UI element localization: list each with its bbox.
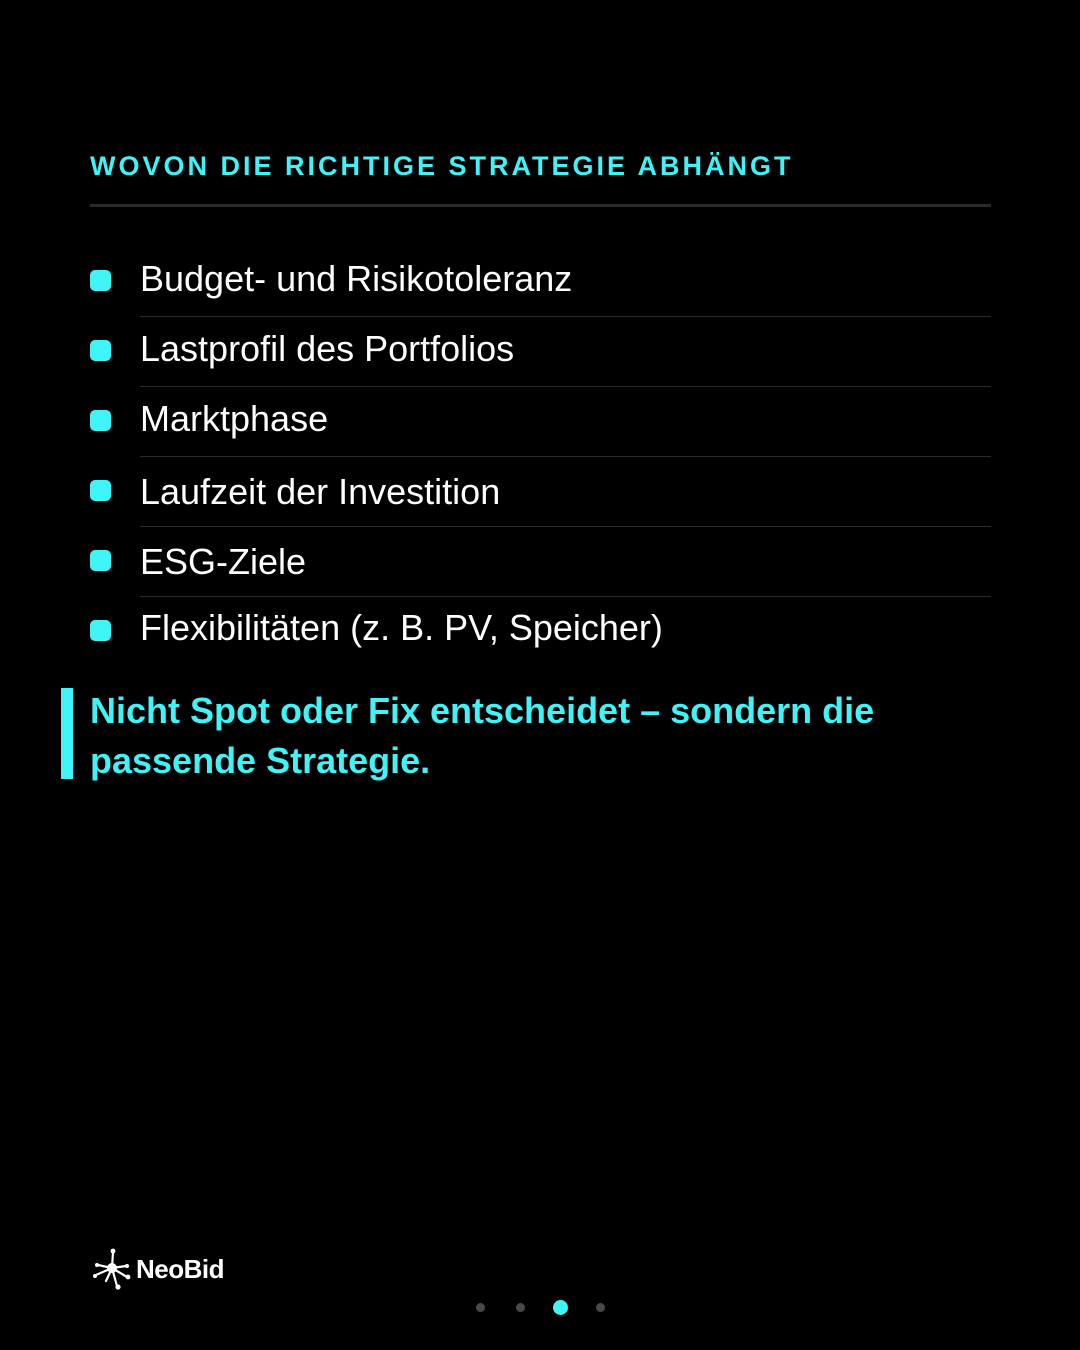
bullet-square-icon xyxy=(90,340,111,361)
list-item xyxy=(90,316,991,386)
list-item xyxy=(90,386,991,456)
page-dot[interactable] xyxy=(476,1303,485,1312)
pagination-dots xyxy=(0,1297,1080,1317)
bullet-square-icon xyxy=(90,410,111,431)
brand-logo xyxy=(92,1246,224,1292)
section-heading: WOVON DIE RICHTIGE STRATEGIE ABHÄNGT xyxy=(90,151,794,181)
page-dot[interactable] xyxy=(516,1303,525,1312)
list-item xyxy=(90,246,991,316)
factor-label: Lastprofil des Portfolios xyxy=(140,328,515,369)
page-dot[interactable] xyxy=(596,1303,605,1312)
list-item xyxy=(90,456,991,526)
list-item xyxy=(90,526,991,596)
factor-label: Budget- und Risikotoleranz xyxy=(140,258,573,299)
bullet-square-icon xyxy=(90,620,111,641)
factor-label: Flexibilitäten (z. B. PV, Speicher) xyxy=(140,607,663,648)
callout-accent-bar xyxy=(61,688,73,779)
factor-label: Laufzeit der Investition xyxy=(140,471,501,512)
brand-name: NeoBid xyxy=(136,1253,224,1284)
factor-label: ESG-Ziele xyxy=(140,541,307,582)
network-node-icon xyxy=(92,1246,132,1292)
bullet-square-icon xyxy=(90,270,111,291)
list-item xyxy=(90,596,991,666)
heading-divider xyxy=(90,204,991,207)
bullet-square-icon xyxy=(90,550,111,571)
factor-label: Marktphase xyxy=(140,398,329,439)
callout-statement: Nicht Spot oder Fix entscheidet – sondern die passende Strategie. xyxy=(90,690,875,781)
bullet-square-icon xyxy=(90,480,111,501)
page-dot-active[interactable] xyxy=(553,1300,568,1315)
